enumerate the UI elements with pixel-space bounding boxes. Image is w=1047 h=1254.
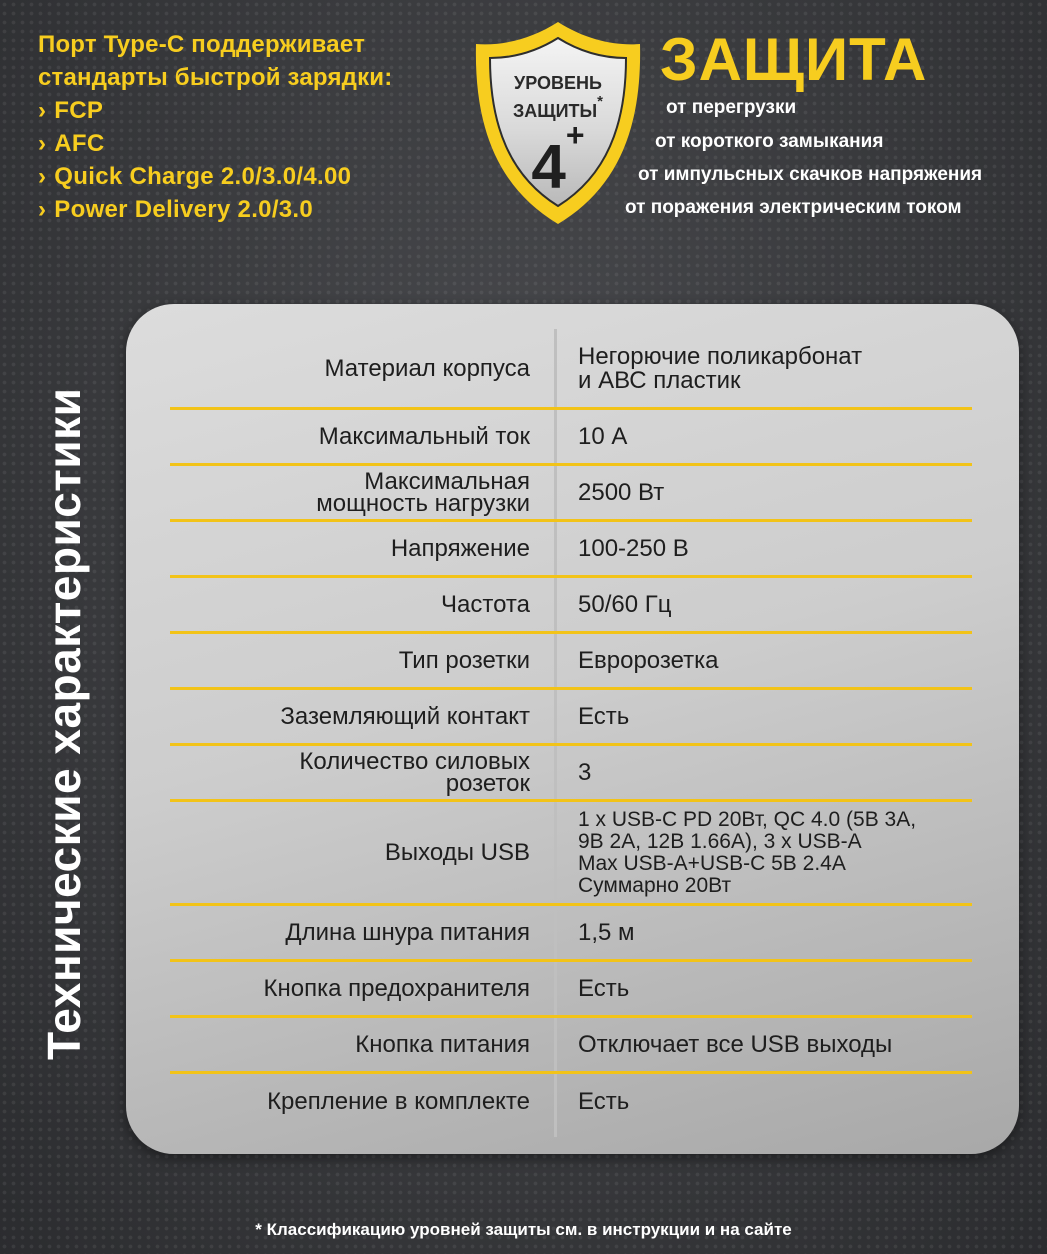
spec-label: Тип розетки — [398, 646, 530, 674]
table-row — [170, 1018, 972, 1074]
spec-value: 1,5 м — [578, 918, 635, 946]
table-row — [170, 410, 972, 466]
chevron-right-icon: › — [38, 97, 47, 124]
table-row — [170, 802, 972, 906]
protection-title: ЗАЩИТА — [660, 26, 928, 93]
standard-item: › AFC — [38, 127, 392, 160]
protection-item: от поражения электрическим током — [625, 197, 962, 218]
chevron-right-icon: › — [38, 130, 47, 157]
footnote: * Классификацию уровней защиты см. в инструкции и на сайте — [255, 1220, 792, 1239]
shield-label-line2: ЗАЩИТЫ* — [512, 93, 604, 121]
protection-item: от импульсных скачков напряжения — [638, 164, 983, 185]
spec-value: 50/60 Гц — [578, 590, 672, 618]
spec-value: Есть — [578, 1088, 630, 1115]
shield-level-value: 4+ — [531, 117, 585, 202]
table-row — [170, 466, 972, 522]
spec-value: Есть — [578, 702, 630, 730]
spec-label: Выходы USB — [384, 838, 530, 866]
spec-value: 2500 Вт — [578, 478, 665, 506]
table-row — [170, 690, 972, 746]
spec-label: Частота — [441, 590, 530, 618]
fast-charge-intro — [38, 28, 392, 94]
spec-value: 100-250 В — [578, 534, 689, 562]
protection-item: от перегрузки — [666, 97, 797, 118]
spec-value: Евророзетка — [578, 646, 719, 674]
spec-label: Длина шнура питания — [285, 918, 530, 946]
table-row — [170, 578, 972, 634]
protection-item: от короткого замыкания — [655, 131, 884, 152]
standard-item: › FCP — [38, 94, 392, 127]
table-row — [170, 962, 972, 1018]
table-row — [170, 522, 972, 578]
standard-item: › Power Delivery 2.0/3.0 — [38, 193, 392, 226]
spec-value: Негорючие поликарбонат и АВС пластик — [578, 342, 863, 394]
spec-label: Кнопка предохранителя — [263, 974, 530, 1002]
spec-value: Есть — [578, 974, 630, 1002]
spec-value: Отключает все USB выходы — [578, 1030, 893, 1058]
table-row — [170, 746, 972, 802]
fast-charge-intro-line2: стандарты быстрой зарядки: — [38, 64, 393, 91]
table-row — [170, 330, 972, 410]
fast-charge-standards-list — [38, 94, 392, 226]
shield-asterisk: * — [597, 93, 604, 110]
spec-value: 3 — [578, 758, 592, 786]
table-row — [170, 906, 972, 962]
chevron-right-icon: › — [38, 196, 47, 223]
specs-table — [126, 304, 1019, 1154]
specs-heading: Технические характеристики — [38, 387, 90, 1060]
spec-label: Максимальный ток — [318, 422, 530, 450]
spec-label: Крепление в комплекте — [267, 1088, 530, 1115]
table-row — [170, 1074, 972, 1130]
spec-label: Напряжение — [390, 534, 530, 562]
spec-value: 1 x USB-C PD 20Вт, QC 4.0 (5В 3А, 9В 2А, 12В 1.66А), 3 x USB-A Max USB-A+USB-C 5В 2.4А Суммарно 20Вт — [578, 807, 917, 897]
spec-value: 10 А — [578, 422, 628, 450]
spec-label: Заземляющий контакт — [280, 702, 530, 730]
fast-charge-intro-line1: Порт Type-C поддерживает — [38, 31, 366, 58]
chevron-right-icon: › — [38, 163, 47, 190]
fast-charge-block — [38, 28, 392, 226]
shield-label-line1: УРОВЕНЬ — [514, 73, 602, 93]
spec-label: Максимальная мощность нагрузки — [316, 467, 530, 517]
spec-label: Кнопка питания — [355, 1030, 530, 1058]
table-row — [170, 634, 972, 690]
spec-label: Материал корпуса — [324, 354, 530, 382]
protection-level-shield — [470, 18, 646, 228]
spec-label: Количество силовых розеток — [299, 747, 530, 797]
standard-item: › Quick Charge 2.0/3.0/4.00 — [38, 160, 392, 193]
